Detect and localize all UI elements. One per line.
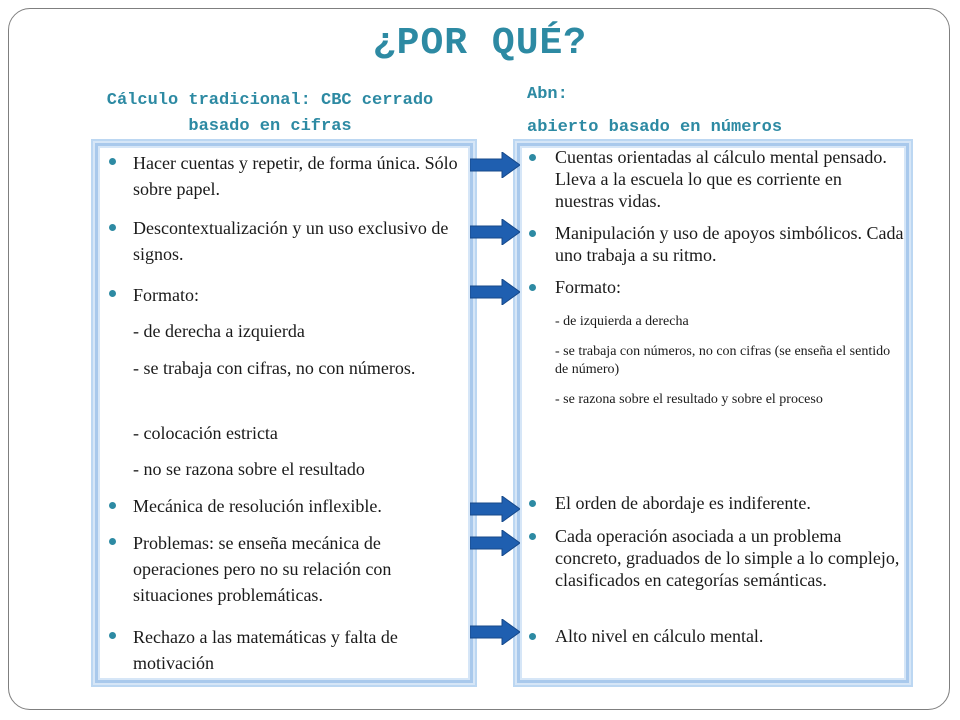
bullet-icon — [529, 633, 536, 640]
bullet-icon — [109, 158, 116, 165]
bullet-icon — [109, 502, 116, 509]
right-arrow-icon — [470, 279, 520, 305]
bullet-icon — [109, 224, 116, 231]
list-subitem: - de izquierda a derecha — [555, 314, 689, 329]
list-subitem: - de derecha a izquierda — [133, 321, 305, 341]
list-item: Problemas: se enseña mecánica de operaciones pero no su relación con situaciones problemáticas. — [133, 533, 392, 605]
list-subitem: - se razona sobre el resultado y sobre el proceso — [555, 392, 823, 407]
right-column-heading-line1: Abn: — [527, 85, 568, 104]
list-item: Formato: — [555, 277, 621, 297]
list-item: Formato: — [133, 285, 199, 305]
right-arrow-icon — [470, 619, 520, 645]
bullet-icon — [529, 154, 536, 161]
page-title: ¿POR QUÉ? — [372, 22, 588, 65]
list-item: Hacer cuentas y repetir, de forma única. Sólo sobre papel. — [133, 153, 458, 199]
list-item: Manipulación y uso de apoyos simbólicos. Cada uno trabaja a su ritmo. — [555, 223, 904, 265]
bullet-icon — [109, 538, 116, 545]
list-item: Alto nivel en cálculo mental. — [555, 626, 764, 646]
list-item: Cada operación asociada a un problema concreto, graduados de lo simple a lo complejo, clasificados en categorías semánticas. — [555, 526, 900, 590]
list-subitem: - no se razona sobre el resultado — [133, 459, 365, 479]
right-arrow-icon — [470, 496, 520, 522]
right-arrow-icon — [470, 530, 520, 556]
list-item: Mecánica de resolución inflexible. — [133, 496, 382, 516]
list-item: El orden de abordaje es indiferente. — [555, 493, 811, 513]
list-subitem: - se trabaja con números, no con cifras (se enseña el sentido de número) — [555, 344, 891, 377]
right-column-heading-line2: abierto basado en números — [527, 118, 783, 137]
bullet-icon — [529, 230, 536, 237]
bullet-icon — [529, 500, 536, 507]
list-item: Cuentas orientadas al cálculo mental pensado. Lleva a la escuela lo que es corriente en nuestras vidas. — [555, 147, 887, 211]
bullet-icon — [109, 632, 116, 639]
bullet-icon — [109, 290, 116, 297]
right-arrow-icon — [470, 219, 520, 245]
right-arrow-icon — [470, 152, 520, 178]
bullet-icon — [529, 533, 536, 540]
list-subitem: - se trabaja con cifras, no con números. — [133, 358, 416, 378]
bullet-icon — [529, 284, 536, 291]
left-column-heading: Cálculo tradicional: CBC cerrado basado en cifras — [106, 91, 434, 136]
list-item: Rechazo a las matemáticas y falta de motivación — [133, 627, 398, 673]
list-item: Descontextualización y un uso exclusivo de signos. — [133, 218, 449, 264]
list-subitem: - colocación estricta — [133, 423, 278, 443]
